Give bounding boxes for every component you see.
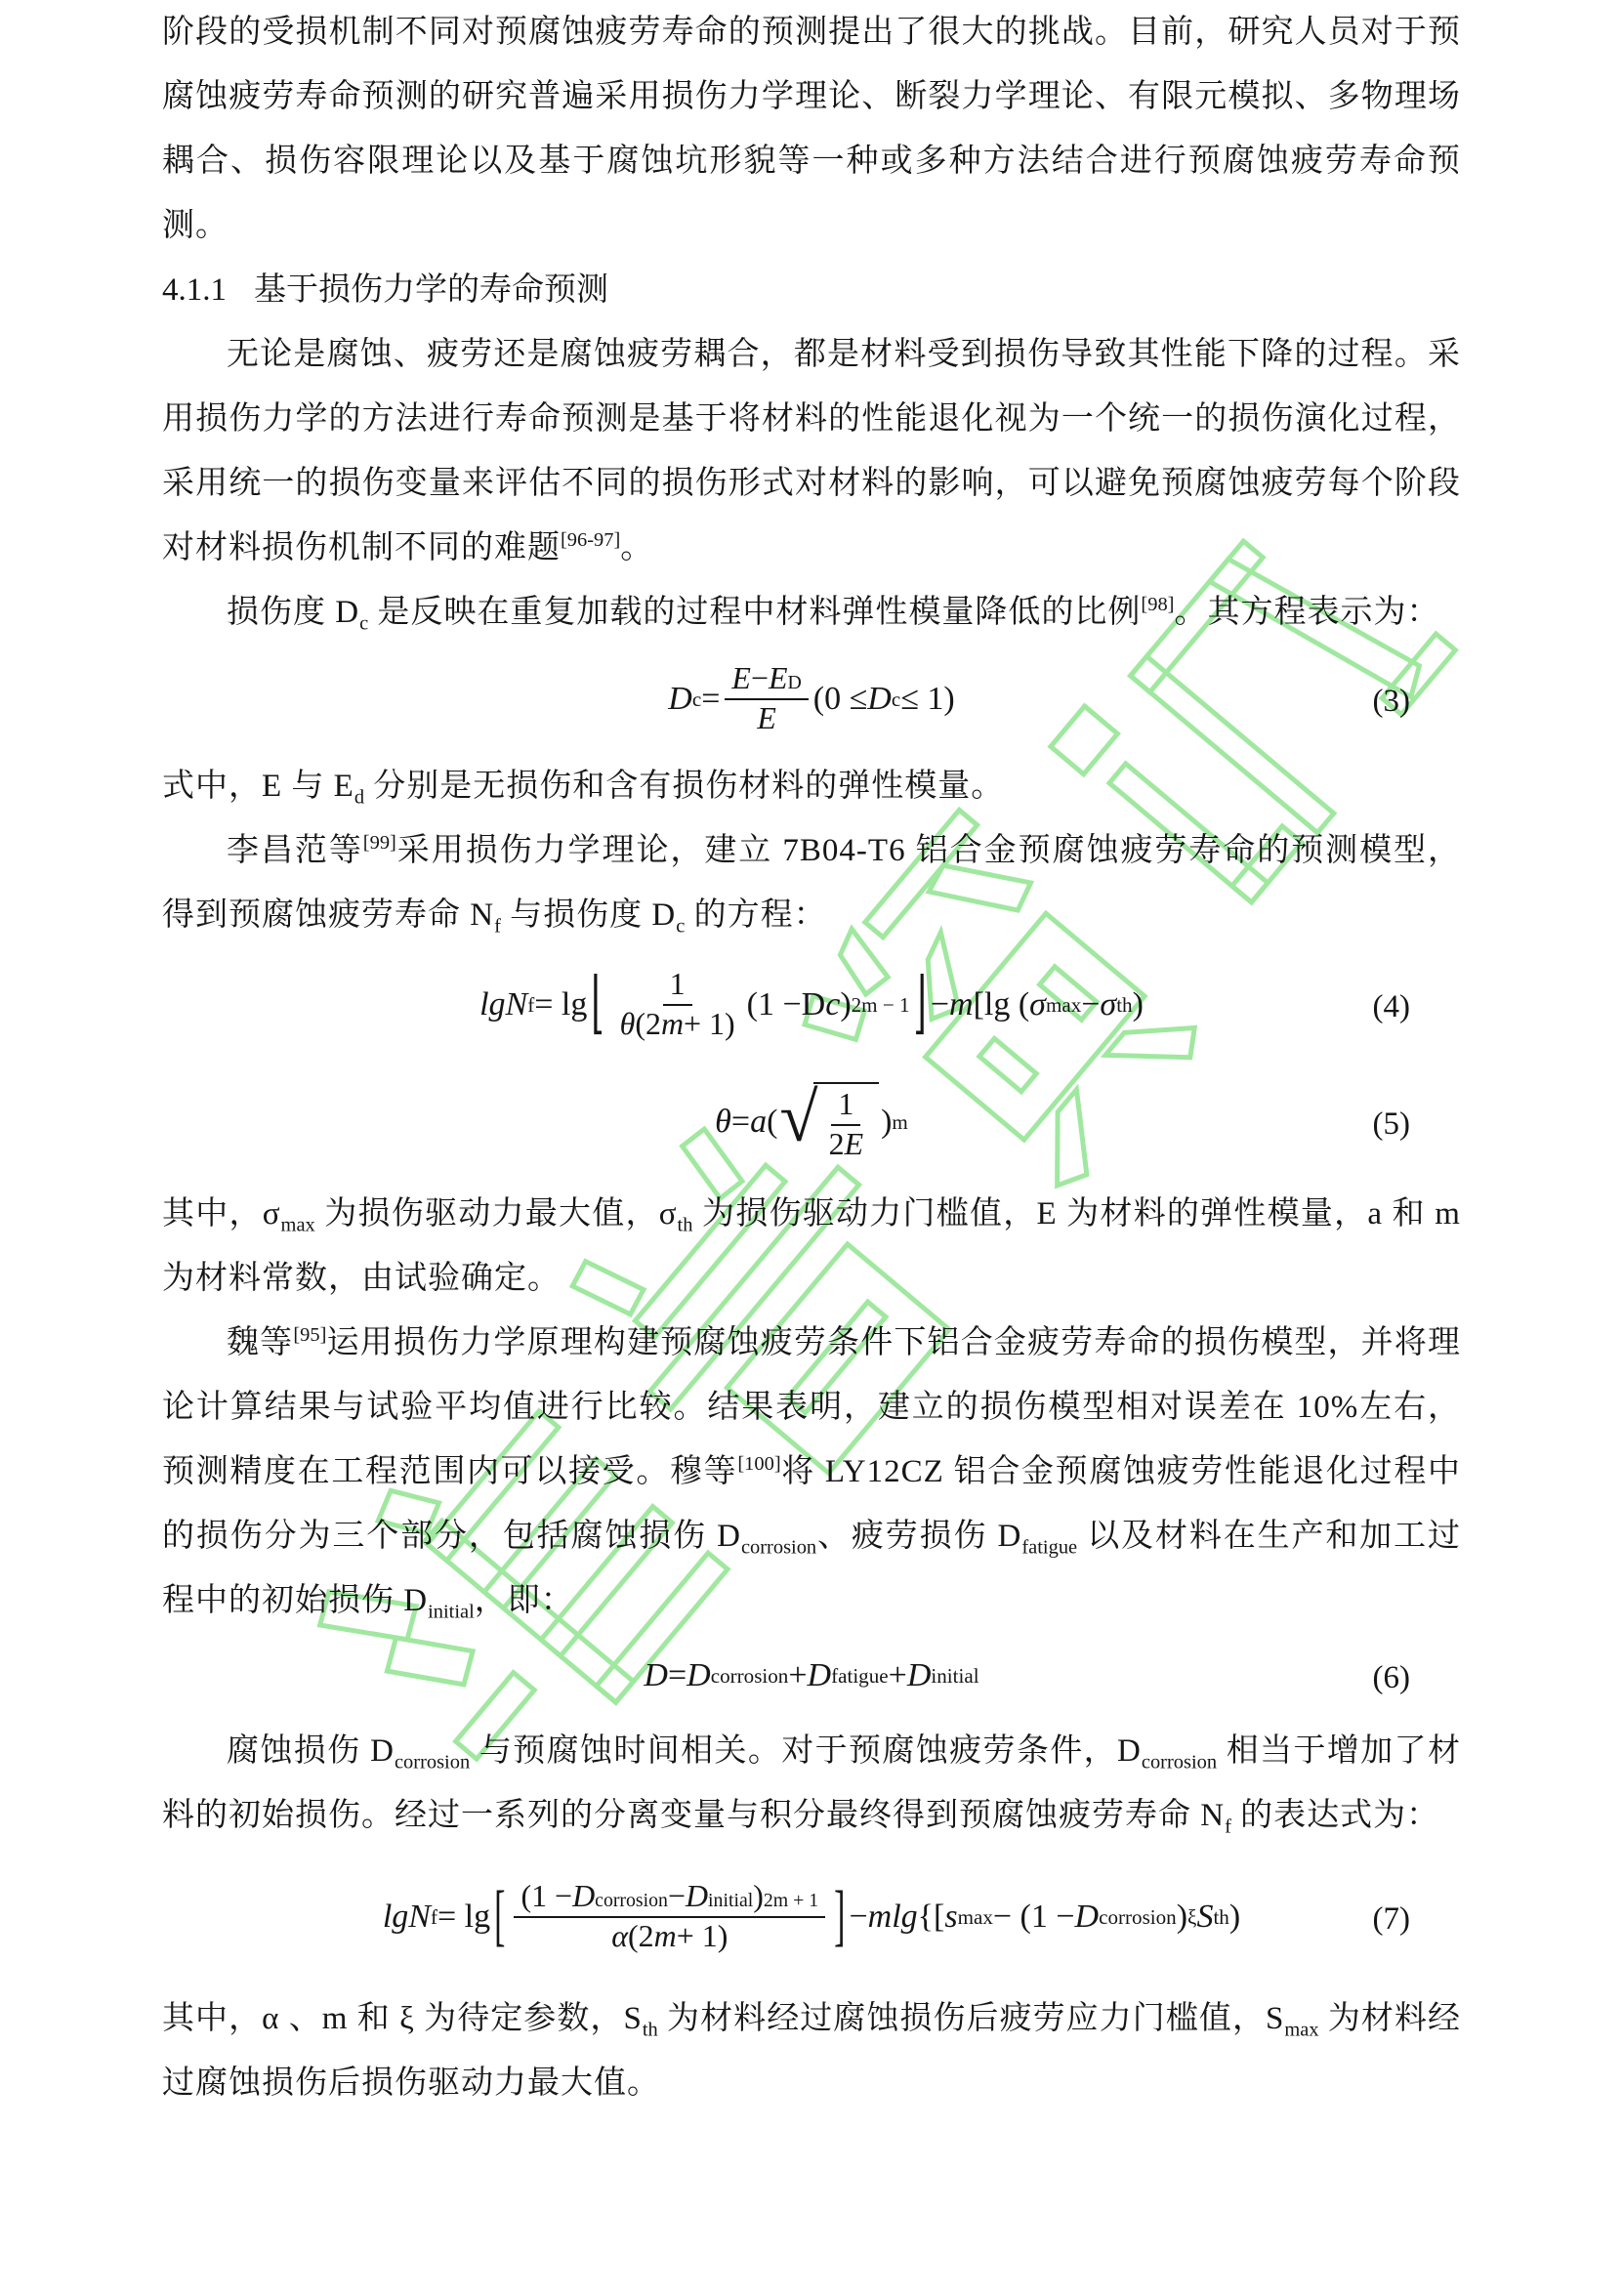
paragraph-alpha-params: 其中，α 、m 和 ξ 为待定参数，$S_{th}$ 为材料经过腐蚀损伤后疲劳应力门槛值，$S_{max}$ 为材料经过腐蚀损伤后损伤驱动力最大值。	[162, 2001, 1462, 2101]
equation-4-number: (4)	[1372, 989, 1410, 1025]
equation-5-math: θ = a ( √ 1 2 E ) m	[715, 1078, 908, 1161]
paragraph-sigma-params: 其中，$\sigma_{max}$ 为损伤驱动力最大值，$\sigma_{th}$ 为损伤驱动力门槛值，E 为材料的弹性模量，a 和 m 为材料常数，由试验确定。	[162, 1196, 1461, 1296]
equation-4-math: lgN f = lg ⌊ 1 θ (2 m + 1) (1 − D c ) 2m − 1 ⌋ − m [lg ( σ max − σ th )	[479, 967, 1144, 1042]
section-heading	[162, 258, 1461, 322]
paragraph-wei: 魏等[95]运用损伤力学原理构建预腐蚀疲劳条件下铝合金疲劳寿命的损伤模型，并将理论计算结果与试验平均值进行比较。结果表明，建立的损伤模型相对误差在 10%左右，预测精度在工程范围内可以接受。穆等[100]将 LY12CZ 铝合金预腐蚀疲劳性能退化过程中的损伤分为三个部分，包括腐蚀损伤 $D_{corrosion}$、疲劳损伤 $D_{fatigue}$ 以及材料在生产和加工过程中的初始损伤 $D_{initial}$，即：	[162, 1324, 1462, 1623]
section-number: 4.1.1	[162, 272, 227, 308]
section-title: 基于损伤力学的寿命预测	[254, 272, 608, 308]
paragraph-lichangfan: 李昌范等[99]采用损伤力学理论，建立 7B04-T6 铝合金预腐蚀疲劳寿命的预测模型，得到预腐蚀疲劳寿命 $N_f$ 与损伤度 $D_c$ 的方程：	[162, 832, 1461, 938]
equation-5-number: (5)	[1372, 1106, 1410, 1143]
paragraph-damage-degree: 损伤度 $D_c$ 是反映在重复加载的过程中材料弹性模量降低的比例[98]。其方程表示为：	[227, 594, 1440, 635]
equation-6-number: (6)	[1372, 1660, 1410, 1696]
paragraph-corrosion-damage: 腐蚀损伤 $D_{corrosion}$ 与预腐蚀时间相关。对于预腐蚀疲劳条件，$D_{corrosion}$ 相当于增加了材料的初始损伤。经过一系列的分离变量与积分最终得到预腐蚀疲劳寿命 $N_f$ 的表达式为：	[162, 1733, 1461, 1838]
paragraph-eq3-note: 式中，E 与 $E_d$ 分别是无损伤和含有损伤材料的弹性模量。	[162, 769, 1005, 809]
equation-6-math: D = D corrosion + D fatigue + D initial	[644, 1657, 979, 1694]
paragraph-intro: 阶段的受损机制不同对预腐蚀疲劳寿命的预测提出了很大的挑战。目前，研究人员对于预腐蚀疲劳寿命预测的研究普遍采用损伤力学理论、断裂力学理论、有限元模拟、多物理场耦合、损伤容限理论以及基于腐蚀坑形貌等一种或多种方法结合进行预腐蚀疲劳寿命预测。	[162, 15, 1461, 243]
equation-6	[162, 1633, 1461, 1719]
paragraph-damage-mechanics: 无论是腐蚀、疲劳还是腐蚀疲劳耦合，都是材料受到损伤导致其性能下降的过程。采用损伤力学的方法进行寿命预测是基于将材料的性能退化视为一个统一的损伤演化过程，采用统一的损伤变量来评估不同的损伤形式对材料的影响，可以避免预腐蚀疲劳每个阶段对材料损伤机制不同的难题[96-97]。	[162, 337, 1461, 565]
text-column	[162, 0, 1461, 2115]
equation-5	[162, 1063, 1461, 1182]
equation-7-math: lgN f = lg [ (1 − D corrosion − D initial ) 2m + 1 α (2 m + 1) ] − mlg {[ s max − (1 − D corrosion ) ξ S th )	[382, 1879, 1241, 1954]
equation-7-number: (7)	[1372, 1901, 1410, 1938]
equation-3-number: (3)	[1372, 684, 1410, 720]
equation-4	[162, 947, 1461, 1063]
equation-7	[162, 1848, 1461, 1986]
equation-3	[162, 645, 1461, 754]
equation-3-math: D c = E − E D E (0 ≤ D c ≤ 1)	[668, 661, 955, 735]
